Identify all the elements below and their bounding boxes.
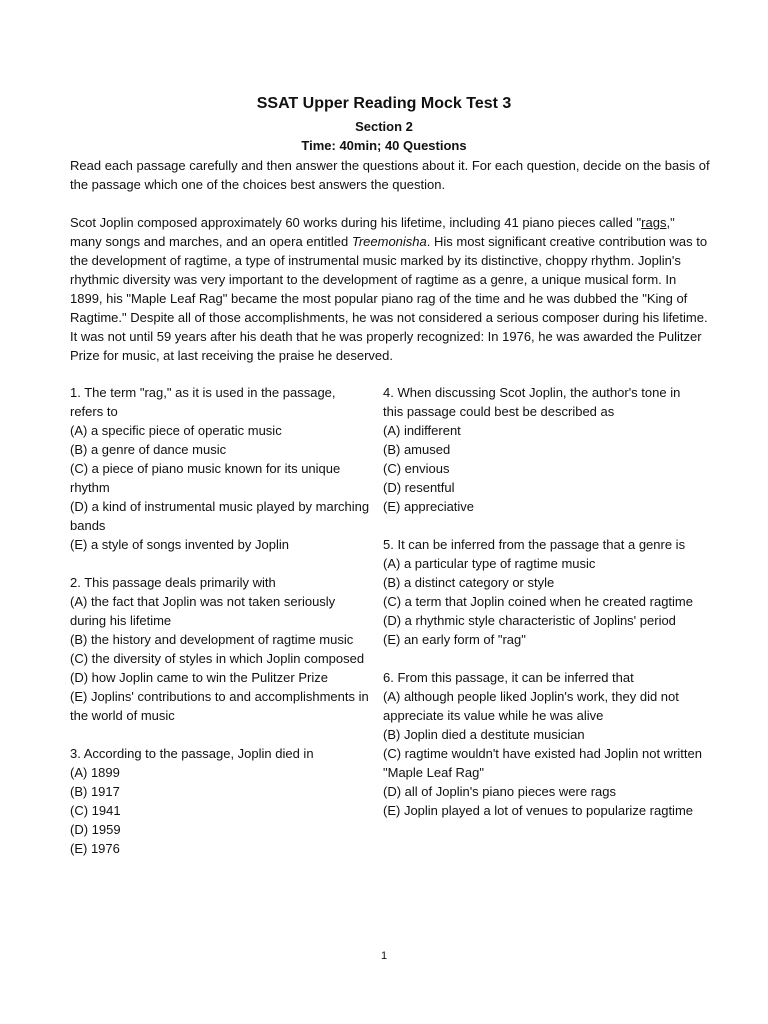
answer-option: (D) 1959: [70, 822, 121, 837]
time-info: Time: 40min; 40 Questions: [301, 138, 467, 153]
answer-option: (C) the diversity of styles in which Joplin composed: [70, 651, 365, 666]
answer-option: (E) 1976: [70, 841, 120, 856]
answer-option: (A) indifferent: [383, 423, 461, 438]
answer-option: (B) 1917: [70, 784, 120, 799]
instructions-text: Read each passage carefully and then answer the questions about it. For each question, decide on the basis of the passage which one of the choices best answers the question.: [70, 158, 710, 192]
section-label: Section 2: [355, 119, 413, 134]
question-1: [70, 383, 370, 554]
answer-option: (B) a distinct category or style: [383, 575, 555, 590]
answer-option: (A) although people liked Joplin's work, they did not appreciate its value while he was alive: [383, 689, 679, 723]
passage-part2: " many songs and marches, and an opera entitled: [70, 215, 675, 249]
question-stem: 6. From this passage, it can be inferred that: [383, 670, 634, 685]
passage-text: [70, 213, 710, 365]
answer-option: (B) Joplin died a destitute musician: [383, 727, 585, 742]
passage: [70, 213, 710, 365]
passage-underlined-word: rags,: [641, 215, 671, 230]
passage-part3: . His most significant creative contribution was to the development of ragtime, a type of instrumental music marked by its distinctive, choppy rhythm. Joplin's rhythmic diversity was very important to the development of ragtime as a genre, a unique musical form. In 1899, his "Maple Leaf Rag" became the most popular piano rag of the time and he was dubbed the "King of Ragtime." Despite all of those accomplishments, he was not considered a serious composer during his lifetime. It was not until 59 years after his death that he was properly recognized: In 1976, he was awarded the Pulitzer Prize for music, at last receiving the praise he deserved.: [70, 234, 708, 363]
answer-option: (A) a specific piece of operatic music: [70, 423, 282, 438]
answer-option: (E) a style of songs invented by Joplin: [70, 537, 289, 552]
answer-option: (A) a particular type of ragtime music: [383, 556, 596, 571]
answer-option: (B) the history and development of ragtime music: [70, 632, 354, 647]
answer-option: (D) resentful: [383, 480, 455, 495]
answer-option: (C) envious: [383, 461, 450, 476]
answer-option: (C) 1941: [70, 803, 121, 818]
question-stem: 2. This passage deals primarily with: [70, 575, 276, 590]
document-title: SSAT Upper Reading Mock Test 3: [256, 95, 512, 112]
question-stem: 5. It can be inferred from the passage that a genre is: [383, 537, 686, 552]
question-3: [70, 744, 370, 858]
question-stem: 3. According to the passage, Joplin died in: [70, 746, 314, 761]
question-stem: 4. When discussing Scot Joplin, the author's tone in this passage could best be described as: [383, 385, 681, 419]
answer-option: (C) a term that Joplin coined when he created ragtime: [383, 594, 693, 609]
passage-opera-title: Treemonisha: [351, 234, 427, 249]
answer-option: (D) a kind of instrumental music played by marching bands: [70, 499, 370, 533]
answer-option: (B) amused: [383, 442, 451, 457]
answer-option: (D) all of Joplin's piano pieces were rags: [383, 784, 616, 799]
answer-option: (C) a piece of piano music known for its unique rhythm: [70, 461, 341, 495]
answer-option: (E) Joplins' contributions to and accomplishments in the world of music: [70, 689, 369, 723]
question-6: [383, 668, 703, 820]
question-2: [70, 573, 370, 725]
passage-part1: Scot Joplin composed approximately 60 works during his lifetime, including 41 piano pieces called ": [70, 215, 642, 230]
question-stem: 1. The term "rag," as it is used in the passage, refers to: [70, 385, 336, 419]
answer-option: (B) a genre of dance music: [70, 442, 227, 457]
question-5: [383, 535, 703, 649]
instructions: [70, 156, 710, 194]
questions-right-column: [383, 383, 703, 839]
answer-option: (D) how Joplin came to win the Pulitzer Prize: [70, 670, 328, 685]
questions-left-column: [70, 383, 370, 877]
answer-option: (D) a rhythmic style characteristic of Joplins' period: [383, 613, 676, 628]
answer-option: (C) ragtime wouldn't have existed had Joplin not written "Maple Leaf Rag": [383, 746, 702, 780]
question-4: [383, 383, 703, 516]
answer-option: (A) the fact that Joplin was not taken seriously during his lifetime: [70, 594, 336, 628]
answer-option: (E) Joplin played a lot of venues to popularize ragtime: [383, 803, 694, 818]
page-number: 1: [380, 950, 388, 962]
answer-option: (A) 1899: [70, 765, 120, 780]
answer-option: (E) an early form of "rag": [383, 632, 526, 647]
answer-option: (E) appreciative: [383, 499, 475, 514]
